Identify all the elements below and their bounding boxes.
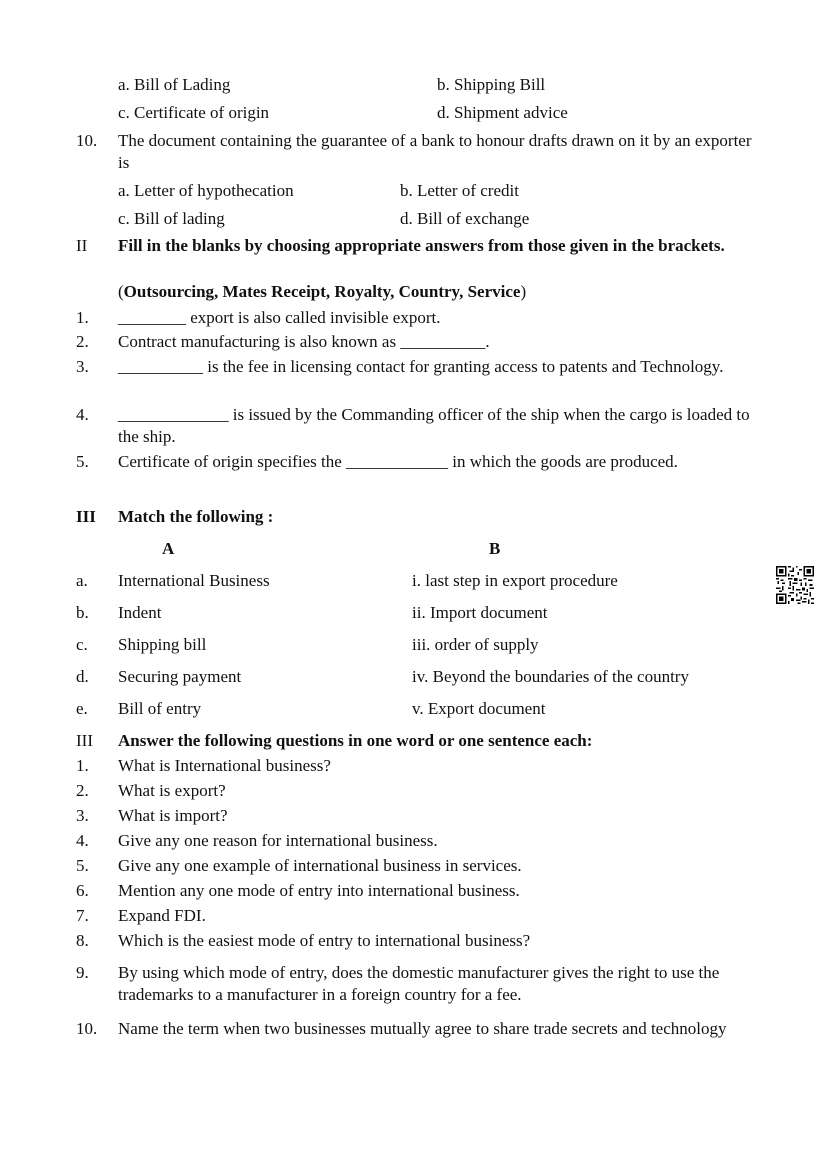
item-number: 3. [76, 357, 89, 376]
match-column-a-item: Bill of entry [118, 699, 202, 718]
match-column-a-item: Indent [118, 603, 162, 622]
q10-option-a: a. Letter of hypothecation [118, 181, 294, 200]
item-number: 2. [76, 781, 89, 800]
q9-option-a: a. Bill of Lading [118, 75, 231, 94]
item-text: Name the term when two businesses mutually agree to share trade secrets and technology [118, 1019, 727, 1038]
item-text: ________ export is also called invisible export. [118, 308, 441, 327]
q9-option-b: b. Shipping Bill [437, 75, 546, 94]
q10-option-d: d. Bill of exchange [400, 209, 530, 228]
q10-option-c: c. Bill of lading [118, 209, 225, 228]
match-row-label: b. [76, 603, 89, 622]
item-text: Certificate of origin specifies the ____________ in which the goods are produced. [118, 452, 678, 471]
section-heading: Fill in the blanks by choosing appropriate answers from those given in the brackets. [118, 236, 725, 255]
section-heading: Match the following : [118, 507, 274, 526]
column-b-header: B [489, 539, 501, 558]
match-column-a-item: International Business [118, 571, 270, 590]
item-text: Expand FDI. [118, 906, 206, 925]
choices-list: Outsourcing, Mates Receipt, Royalty, Country, Service [123, 282, 521, 301]
item-text: Which is the easiest mode of entry to international business? [118, 931, 531, 950]
item-text: What is International business? [118, 756, 331, 775]
qr-code-icon [776, 566, 814, 604]
item-number: 3. [76, 806, 89, 825]
item-text: What is import? [118, 806, 228, 825]
item-number: 2. [76, 332, 89, 351]
question-number: 10. [76, 131, 98, 150]
section-number: II [76, 236, 88, 255]
match-row-label: c. [76, 635, 88, 654]
item-number: 10. [76, 1019, 98, 1038]
item-text: Give any one example of international business in services. [118, 856, 522, 875]
match-column-b-item: i. last step in export procedure [412, 571, 618, 590]
item-number: 9. [76, 963, 89, 982]
item-text: By using which mode of entry, does the domestic manufacturer gives the right to use the trademarks to a manufacturer in a foreign country for a fee. [118, 963, 720, 1004]
q9-option-c: c. Certificate of origin [118, 103, 270, 122]
match-column-b-item: ii. Import document [412, 603, 548, 622]
item-text: Contract manufacturing is also known as __________. [118, 332, 490, 351]
choices-close-paren: ) [520, 282, 527, 301]
choices-open-paren: ( [118, 282, 124, 301]
item-number: 5. [76, 452, 89, 471]
item-number: 1. [76, 756, 89, 775]
item-text: Give any one reason for international business. [118, 831, 438, 850]
match-row-label: d. [76, 667, 89, 686]
item-text: _____________ is issued by the Commanding officer of the ship when the cargo is loaded to the ship. [118, 405, 750, 446]
question-text: The document containing the guarantee of a bank to honour drafts drawn on it by an exporter is [118, 131, 752, 172]
section-number: III [76, 507, 96, 526]
q10-option-b: b. Letter of credit [400, 181, 519, 200]
item-number: 6. [76, 881, 89, 900]
match-row-label: e. [76, 699, 88, 718]
match-row-label: a. [76, 571, 88, 590]
item-number: 4. [76, 831, 89, 850]
section-heading: Answer the following questions in one word or one sentence each: [118, 731, 593, 750]
section-number: III [76, 731, 93, 750]
item-number: 5. [76, 856, 89, 875]
match-column-a-item: Securing payment [118, 667, 242, 686]
match-column-b-item: iv. Beyond the boundaries of the country [412, 667, 689, 686]
item-text: Mention any one mode of entry into international business. [118, 881, 520, 900]
column-a-header: A [162, 539, 175, 558]
item-number: 8. [76, 931, 89, 950]
item-number: 7. [76, 906, 89, 925]
item-text: __________ is the fee in licensing contact for granting access to patents and Technology. [118, 357, 724, 376]
match-column-b-item: iii. order of supply [412, 635, 539, 654]
match-column-a-item: Shipping bill [118, 635, 207, 654]
item-number: 4. [76, 405, 89, 424]
match-column-b-item: v. Export document [412, 699, 546, 718]
item-number: 1. [76, 308, 89, 327]
item-text: What is export? [118, 781, 226, 800]
q9-option-d: d. Shipment advice [437, 103, 568, 122]
